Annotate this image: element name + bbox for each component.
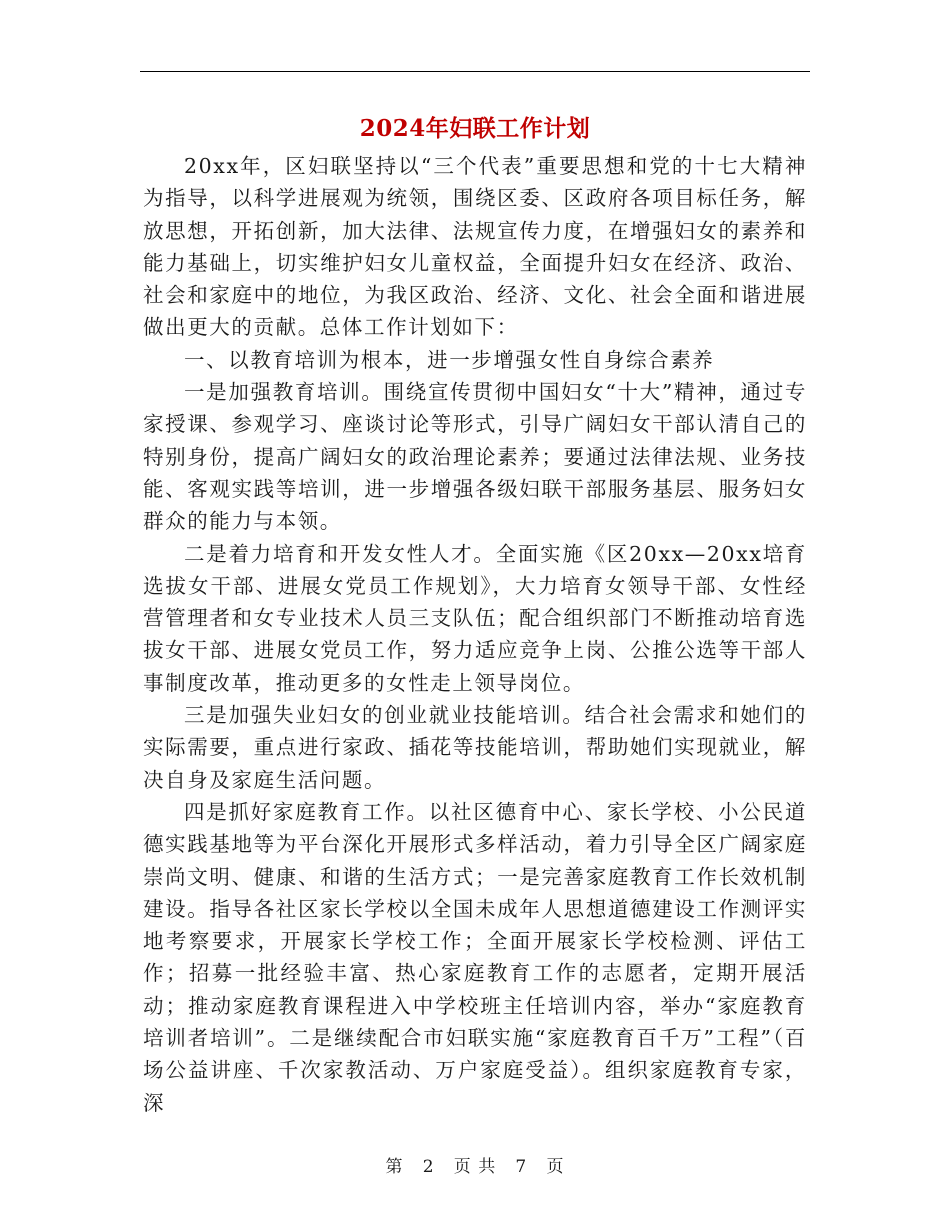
section-heading-1: 一、以教育培训为根本，进一步增强女性自身综合素养	[184, 347, 715, 372]
document-body	[143, 150, 807, 1119]
footer-suffix: 页	[546, 1157, 565, 1177]
document-title: 2024年妇联工作计划	[359, 115, 591, 142]
paragraph-item-3: 三是加强失业妇女的创业就业技能培训。结合社会需求和她们的实际需要，重点进行家政、插花等技能培训，帮助她们实现就业，解决自身及家庭生活问题。	[143, 703, 807, 792]
footer-current-page: 2	[422, 1157, 435, 1177]
page-footer	[0, 1152, 950, 1177]
header-rule	[140, 71, 810, 72]
paragraph-intro: 20xx年，区妇联坚持以“三个代表”重要思想和党的十七大精神为指导，以科学进展观为统领，围绕区委、区政府各项目标任务，解放思想，开拓创新，加大法律、法规宣传力度，在增强妇女的素养和能力基础上，切实维护妇女儿童权益，全面提升妇女在经济、政治、社会和家庭中的地位，为我区政治、经济、文化、社会全面和谐进展做出更大的贡献。总体工作计划如下：	[143, 154, 807, 340]
paragraph-item-4: 四是抓好家庭教育工作。以社区德育中心、家长学校、小公民道德实践基地等为平台深化开展形式多样活动，着力引导全区广阔家庭崇尚文明、健康、和谐的生活方式；一是完善家庭教育工作长效机制建设。指导各社区家长学校以全国未成年人思想道德建设工作测评实地考察要求，开展家长学校工作；全面开展家长学校检测、评估工作；招募一批经验丰富、热心家庭教育工作的志愿者，定期开展活动；推动家庭教育课程进入中学校班主任培训内容，举办“家庭教育培训者培训”。二是继续配合市妇联实施“家庭教育百千万”工程”（百场公益讲座、千次家教活动、万户家庭受益）。组织家庭教育专家，深	[143, 799, 807, 1115]
paragraph-item-2: 二是着力培育和开发女性人才。全面实施《区20xx—20xx培育选拔女干部、进展女党员工作规划》，大力培育女领导干部、女性经营管理者和女专业技术人员三支队伍；配合组织部门不断推动培育选拔女干部、进展女党员工作，努力适应竞争上岗、公推公选等干部人事制度改革，推动更多的女性走上领导岗位。	[143, 541, 807, 695]
footer-prefix: 第	[385, 1157, 404, 1177]
paragraph-item-1: 一是加强教育培训。围绕宣传贯彻中国妇女“十大”精神，通过专家授课、参观学习、座谈讨论等形式，引导广阔妇女干部认清自己的特别身份，提高广阔妇女的政治理论素养；要通过法律法规、业务技能、客观实践等培训，进一步增强各级妇联干部服务基层、服务妇女群众的能力与本领。	[143, 380, 807, 534]
footer-mid: 页 共	[453, 1157, 497, 1177]
footer-total-pages: 7	[515, 1157, 528, 1177]
